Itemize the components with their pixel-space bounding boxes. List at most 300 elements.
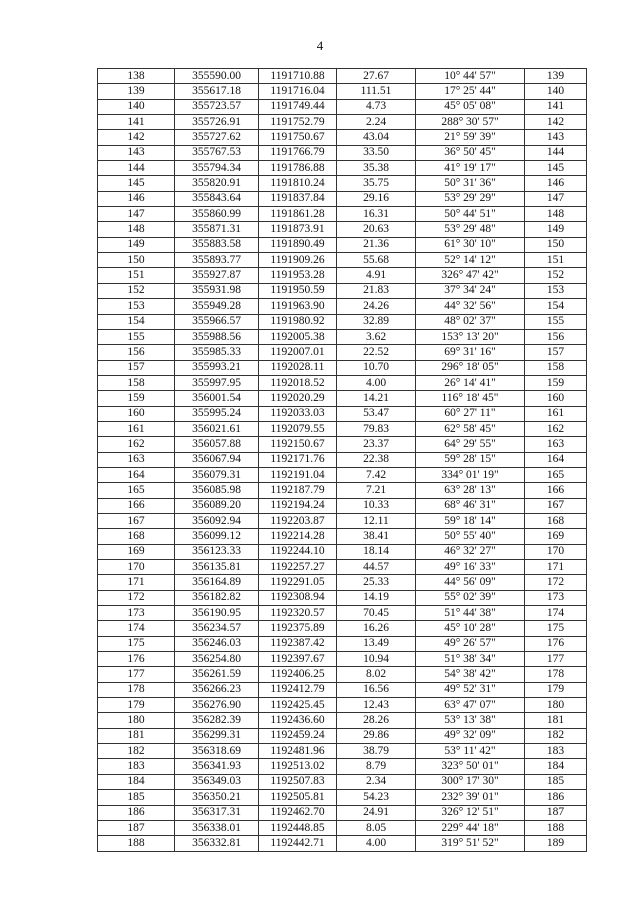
x-coordinate-cell: 356350.21 — [175, 790, 259, 805]
point-number-cell: 185 — [98, 790, 175, 805]
distance-cell: 10.70 — [337, 360, 416, 375]
point-number-cell: 141 — [98, 115, 175, 130]
table-row — [98, 805, 587, 820]
distance-cell: 21.36 — [337, 237, 416, 252]
table-row — [98, 145, 587, 160]
y-coordinate-cell: 1192387.42 — [259, 636, 337, 651]
table-row — [98, 513, 587, 528]
table-row — [98, 391, 587, 406]
next-point-cell: 188 — [525, 820, 587, 835]
table-row — [98, 467, 587, 482]
y-coordinate-cell: 1191873.91 — [259, 222, 337, 237]
point-number-cell: 170 — [98, 560, 175, 575]
x-coordinate-cell: 356317.31 — [175, 805, 259, 820]
distance-cell: 25.33 — [337, 575, 416, 590]
bearing-cell: 69° 31' 16" — [416, 345, 525, 360]
distance-cell: 35.38 — [337, 161, 416, 176]
bearing-cell: 26° 14' 41" — [416, 375, 525, 390]
x-coordinate-cell: 356001.54 — [175, 391, 259, 406]
table-row — [98, 299, 587, 314]
distance-cell: 27.67 — [337, 69, 416, 84]
x-coordinate-cell: 355617.18 — [175, 84, 259, 99]
distance-cell: 55.68 — [337, 253, 416, 268]
bearing-cell: 44° 32' 56" — [416, 299, 525, 314]
y-coordinate-cell: 1191750.67 — [259, 130, 337, 145]
x-coordinate-cell: 355883.58 — [175, 237, 259, 252]
point-number-cell: 172 — [98, 590, 175, 605]
point-number-cell: 151 — [98, 268, 175, 283]
x-coordinate-cell: 356190.95 — [175, 606, 259, 621]
distance-cell: 8.02 — [337, 667, 416, 682]
x-coordinate-cell: 356123.33 — [175, 544, 259, 559]
point-number-cell: 183 — [98, 759, 175, 774]
next-point-cell: 178 — [525, 667, 587, 682]
next-point-cell: 163 — [525, 437, 587, 452]
y-coordinate-cell: 1191890.49 — [259, 237, 337, 252]
x-coordinate-cell: 355871.31 — [175, 222, 259, 237]
x-coordinate-cell: 355988.56 — [175, 329, 259, 344]
x-coordinate-cell: 355794.34 — [175, 161, 259, 176]
next-point-cell: 141 — [525, 99, 587, 114]
y-coordinate-cell: 1191909.26 — [259, 253, 337, 268]
next-point-cell: 145 — [525, 161, 587, 176]
bearing-cell: 326° 12' 51" — [416, 805, 525, 820]
distance-cell: 79.83 — [337, 421, 416, 436]
bearing-cell: 37° 34' 24" — [416, 283, 525, 298]
x-coordinate-cell: 356318.69 — [175, 744, 259, 759]
distance-cell: 24.91 — [337, 805, 416, 820]
y-coordinate-cell: 1192187.79 — [259, 483, 337, 498]
x-coordinate-cell: 356349.03 — [175, 774, 259, 789]
bearing-cell: 49° 26' 57" — [416, 636, 525, 651]
x-coordinate-cell: 356276.90 — [175, 698, 259, 713]
x-coordinate-cell: 355727.62 — [175, 130, 259, 145]
table-row — [98, 115, 587, 130]
point-number-cell: 163 — [98, 452, 175, 467]
table-row — [98, 176, 587, 191]
x-coordinate-cell: 356234.57 — [175, 621, 259, 636]
bearing-cell: 53° 29' 29" — [416, 191, 525, 206]
bearing-cell: 64° 29' 55" — [416, 437, 525, 452]
table-row — [98, 222, 587, 237]
bearing-cell: 50° 31' 36" — [416, 176, 525, 191]
x-coordinate-cell: 356135.81 — [175, 560, 259, 575]
page-number: 4 — [316, 38, 324, 53]
table-row — [98, 253, 587, 268]
bearing-cell: 300° 17' 30" — [416, 774, 525, 789]
x-coordinate-cell: 355843.64 — [175, 191, 259, 206]
distance-cell: 12.11 — [337, 513, 416, 528]
point-number-cell: 173 — [98, 606, 175, 621]
next-point-cell: 175 — [525, 621, 587, 636]
table-row — [98, 99, 587, 114]
y-coordinate-cell: 1192028.11 — [259, 360, 337, 375]
next-point-cell: 173 — [525, 590, 587, 605]
bearing-cell: 53° 11' 42" — [416, 744, 525, 759]
distance-cell: 8.79 — [337, 759, 416, 774]
point-number-cell: 148 — [98, 222, 175, 237]
point-number-cell: 178 — [98, 682, 175, 697]
y-coordinate-cell: 1191953.28 — [259, 268, 337, 283]
x-coordinate-cell: 356266.23 — [175, 682, 259, 697]
x-coordinate-cell: 356067.94 — [175, 452, 259, 467]
distance-cell: 38.41 — [337, 529, 416, 544]
distance-cell: 14.19 — [337, 590, 416, 605]
next-point-cell: 153 — [525, 283, 587, 298]
y-coordinate-cell: 1192425.45 — [259, 698, 337, 713]
bearing-cell: 319° 51' 52" — [416, 836, 525, 851]
bearing-cell: 50° 55' 40" — [416, 529, 525, 544]
next-point-cell: 184 — [525, 759, 587, 774]
distance-cell: 24.26 — [337, 299, 416, 314]
y-coordinate-cell: 1191786.88 — [259, 161, 337, 176]
point-number-cell: 157 — [98, 360, 175, 375]
y-coordinate-cell: 1192150.67 — [259, 437, 337, 452]
next-point-cell: 189 — [525, 836, 587, 851]
table-row — [98, 437, 587, 452]
bearing-cell: 334° 01' 19" — [416, 467, 525, 482]
distance-cell: 7.42 — [337, 467, 416, 482]
point-number-cell: 167 — [98, 513, 175, 528]
bearing-cell: 53° 13' 38" — [416, 713, 525, 728]
x-coordinate-cell: 355949.28 — [175, 299, 259, 314]
distance-cell: 16.31 — [337, 207, 416, 222]
y-coordinate-cell: 1192462.70 — [259, 805, 337, 820]
distance-cell: 3.62 — [337, 329, 416, 344]
next-point-cell: 154 — [525, 299, 587, 314]
point-number-cell: 180 — [98, 713, 175, 728]
table-row — [98, 483, 587, 498]
distance-cell: 10.33 — [337, 498, 416, 513]
y-coordinate-cell: 1192406.25 — [259, 667, 337, 682]
point-number-cell: 164 — [98, 467, 175, 482]
distance-cell: 54.23 — [337, 790, 416, 805]
point-number-cell: 158 — [98, 375, 175, 390]
bearing-cell: 62° 58' 45" — [416, 421, 525, 436]
next-point-cell: 171 — [525, 560, 587, 575]
distance-cell: 22.52 — [337, 345, 416, 360]
table-row — [98, 84, 587, 99]
distance-cell: 4.00 — [337, 836, 416, 851]
table-row — [98, 498, 587, 513]
y-coordinate-cell: 1192442.71 — [259, 836, 337, 851]
table-row — [98, 667, 587, 682]
next-point-cell: 151 — [525, 253, 587, 268]
y-coordinate-cell: 1192005.38 — [259, 329, 337, 344]
point-number-cell: 146 — [98, 191, 175, 206]
bearing-cell: 68° 46' 31" — [416, 498, 525, 513]
bearing-cell: 53° 29' 48" — [416, 222, 525, 237]
x-coordinate-cell: 356338.01 — [175, 820, 259, 835]
table-row — [98, 452, 587, 467]
distance-cell: 18.14 — [337, 544, 416, 559]
distance-cell: 16.26 — [337, 621, 416, 636]
table-row — [98, 345, 587, 360]
bearing-cell: 59° 28' 15" — [416, 452, 525, 467]
y-coordinate-cell: 1191716.04 — [259, 84, 337, 99]
distance-cell: 23.37 — [337, 437, 416, 452]
x-coordinate-cell: 355993.21 — [175, 360, 259, 375]
table-row — [98, 560, 587, 575]
next-point-cell: 156 — [525, 329, 587, 344]
bearing-cell: 55° 02' 39" — [416, 590, 525, 605]
x-coordinate-cell: 355966.57 — [175, 314, 259, 329]
point-number-cell: 186 — [98, 805, 175, 820]
distance-cell: 4.00 — [337, 375, 416, 390]
next-point-cell: 168 — [525, 513, 587, 528]
table-row — [98, 237, 587, 252]
point-number-cell: 149 — [98, 237, 175, 252]
y-coordinate-cell: 1191766.79 — [259, 145, 337, 160]
next-point-cell: 185 — [525, 774, 587, 789]
y-coordinate-cell: 1191861.28 — [259, 207, 337, 222]
y-coordinate-cell: 1192291.05 — [259, 575, 337, 590]
bearing-cell: 21° 59' 39" — [416, 130, 525, 145]
table-row — [98, 268, 587, 283]
y-coordinate-cell: 1192079.55 — [259, 421, 337, 436]
y-coordinate-cell: 1192308.94 — [259, 590, 337, 605]
next-point-cell: 172 — [525, 575, 587, 590]
table-row — [98, 836, 587, 851]
x-coordinate-cell: 355995.24 — [175, 406, 259, 421]
table-row — [98, 191, 587, 206]
distance-cell: 2.24 — [337, 115, 416, 130]
point-number-cell: 182 — [98, 744, 175, 759]
bearing-cell: 10° 44' 57" — [416, 69, 525, 84]
distance-cell: 10.94 — [337, 652, 416, 667]
distance-cell: 111.51 — [337, 84, 416, 99]
point-number-cell: 188 — [98, 836, 175, 851]
next-point-cell: 140 — [525, 84, 587, 99]
bearing-cell: 60° 27' 11" — [416, 406, 525, 421]
point-number-cell: 144 — [98, 161, 175, 176]
y-coordinate-cell: 1192257.27 — [259, 560, 337, 575]
coordinates-table-body — [98, 69, 587, 852]
table-row — [98, 820, 587, 835]
table-row — [98, 698, 587, 713]
next-point-cell: 144 — [525, 145, 587, 160]
bearing-cell: 45° 05' 08" — [416, 99, 525, 114]
y-coordinate-cell: 1192448.85 — [259, 820, 337, 835]
y-coordinate-cell: 1192007.01 — [259, 345, 337, 360]
table-row — [98, 744, 587, 759]
table-row — [98, 283, 587, 298]
x-coordinate-cell: 356246.03 — [175, 636, 259, 651]
bearing-cell: 41° 19' 17" — [416, 161, 525, 176]
distance-cell: 35.75 — [337, 176, 416, 191]
distance-cell: 22.38 — [337, 452, 416, 467]
bearing-cell: 54° 38' 42" — [416, 667, 525, 682]
point-number-cell: 184 — [98, 774, 175, 789]
y-coordinate-cell: 1192244.10 — [259, 544, 337, 559]
x-coordinate-cell: 356341.93 — [175, 759, 259, 774]
bearing-cell: 323° 50' 01" — [416, 759, 525, 774]
y-coordinate-cell: 1192436.60 — [259, 713, 337, 728]
x-coordinate-cell: 356099.12 — [175, 529, 259, 544]
bearing-cell: 296° 18' 05" — [416, 360, 525, 375]
coordinates-table — [97, 68, 587, 852]
bearing-cell: 326° 47' 42" — [416, 268, 525, 283]
table-row — [98, 621, 587, 636]
table-row — [98, 590, 587, 605]
bearing-cell: 153° 13' 20" — [416, 329, 525, 344]
x-coordinate-cell: 355820.91 — [175, 176, 259, 191]
table-row — [98, 406, 587, 421]
y-coordinate-cell: 1192020.29 — [259, 391, 337, 406]
next-point-cell: 181 — [525, 713, 587, 728]
y-coordinate-cell: 1192507.83 — [259, 774, 337, 789]
table-row — [98, 713, 587, 728]
y-coordinate-cell: 1192203.87 — [259, 513, 337, 528]
next-point-cell: 167 — [525, 498, 587, 513]
point-number-cell: 145 — [98, 176, 175, 191]
table-row — [98, 161, 587, 176]
y-coordinate-cell: 1192397.67 — [259, 652, 337, 667]
table-row — [98, 130, 587, 145]
x-coordinate-cell: 356092.94 — [175, 513, 259, 528]
distance-cell: 12.43 — [337, 698, 416, 713]
distance-cell: 4.73 — [337, 99, 416, 114]
y-coordinate-cell: 1191950.59 — [259, 283, 337, 298]
bearing-cell: 46° 32' 27" — [416, 544, 525, 559]
y-coordinate-cell: 1191963.90 — [259, 299, 337, 314]
next-point-cell: 155 — [525, 314, 587, 329]
table-row — [98, 606, 587, 621]
y-coordinate-cell: 1192505.81 — [259, 790, 337, 805]
point-number-cell: 152 — [98, 283, 175, 298]
bearing-cell: 49° 52' 31" — [416, 682, 525, 697]
bearing-cell: 49° 16' 33" — [416, 560, 525, 575]
table-row — [98, 759, 587, 774]
next-point-cell: 183 — [525, 744, 587, 759]
y-coordinate-cell: 1192171.76 — [259, 452, 337, 467]
point-number-cell: 171 — [98, 575, 175, 590]
distance-cell: 21.83 — [337, 283, 416, 298]
y-coordinate-cell: 1192513.02 — [259, 759, 337, 774]
next-point-cell: 142 — [525, 115, 587, 130]
distance-cell: 14.21 — [337, 391, 416, 406]
table-row — [98, 529, 587, 544]
bearing-cell: 51° 44' 38" — [416, 606, 525, 621]
next-point-cell: 182 — [525, 728, 587, 743]
bearing-cell: 63° 28' 13" — [416, 483, 525, 498]
distance-cell: 28.26 — [337, 713, 416, 728]
bearing-cell: 51° 38' 34" — [416, 652, 525, 667]
next-point-cell: 187 — [525, 805, 587, 820]
x-coordinate-cell: 355893.77 — [175, 253, 259, 268]
bearing-cell: 48° 02' 37" — [416, 314, 525, 329]
bearing-cell: 116° 18' 45" — [416, 391, 525, 406]
x-coordinate-cell: 355997.95 — [175, 375, 259, 390]
bearing-cell: 17° 25' 44" — [416, 84, 525, 99]
x-coordinate-cell: 356299.31 — [175, 728, 259, 743]
x-coordinate-cell: 356332.81 — [175, 836, 259, 851]
point-number-cell: 179 — [98, 698, 175, 713]
point-number-cell: 160 — [98, 406, 175, 421]
point-number-cell: 139 — [98, 84, 175, 99]
next-point-cell: 176 — [525, 636, 587, 651]
table-row — [98, 314, 587, 329]
bearing-cell: 232° 39' 01" — [416, 790, 525, 805]
bearing-cell: 61° 30' 10" — [416, 237, 525, 252]
table-row — [98, 207, 587, 222]
point-number-cell: 165 — [98, 483, 175, 498]
point-number-cell: 159 — [98, 391, 175, 406]
distance-cell: 4.91 — [337, 268, 416, 283]
next-point-cell: 149 — [525, 222, 587, 237]
x-coordinate-cell: 355931.98 — [175, 283, 259, 298]
x-coordinate-cell: 355590.00 — [175, 69, 259, 84]
y-coordinate-cell: 1192375.89 — [259, 621, 337, 636]
x-coordinate-cell: 356182.82 — [175, 590, 259, 605]
point-number-cell: 168 — [98, 529, 175, 544]
point-number-cell: 169 — [98, 544, 175, 559]
x-coordinate-cell: 356164.89 — [175, 575, 259, 590]
y-coordinate-cell: 1191752.79 — [259, 115, 337, 130]
next-point-cell: 146 — [525, 176, 587, 191]
x-coordinate-cell: 356057.88 — [175, 437, 259, 452]
bearing-cell: 44° 56' 09" — [416, 575, 525, 590]
x-coordinate-cell: 355723.57 — [175, 99, 259, 114]
x-coordinate-cell: 355767.53 — [175, 145, 259, 160]
x-coordinate-cell: 356282.39 — [175, 713, 259, 728]
table-row — [98, 728, 587, 743]
point-number-cell: 162 — [98, 437, 175, 452]
y-coordinate-cell: 1191837.84 — [259, 191, 337, 206]
y-coordinate-cell: 1191749.44 — [259, 99, 337, 114]
next-point-cell: 166 — [525, 483, 587, 498]
y-coordinate-cell: 1192320.57 — [259, 606, 337, 621]
table-row — [98, 421, 587, 436]
next-point-cell: 164 — [525, 452, 587, 467]
next-point-cell: 139 — [525, 69, 587, 84]
bearing-cell: 229° 44' 18" — [416, 820, 525, 835]
table-row — [98, 636, 587, 651]
point-number-cell: 181 — [98, 728, 175, 743]
point-number-cell: 161 — [98, 421, 175, 436]
x-coordinate-cell: 356079.31 — [175, 467, 259, 482]
distance-cell: 7.21 — [337, 483, 416, 498]
y-coordinate-cell: 1192194.24 — [259, 498, 337, 513]
y-coordinate-cell: 1192481.96 — [259, 744, 337, 759]
y-coordinate-cell: 1192214.28 — [259, 529, 337, 544]
bearing-cell: 36° 50' 45" — [416, 145, 525, 160]
next-point-cell: 170 — [525, 544, 587, 559]
next-point-cell: 143 — [525, 130, 587, 145]
x-coordinate-cell: 356254.80 — [175, 652, 259, 667]
next-point-cell: 147 — [525, 191, 587, 206]
y-coordinate-cell: 1192033.03 — [259, 406, 337, 421]
next-point-cell: 152 — [525, 268, 587, 283]
distance-cell: 70.45 — [337, 606, 416, 621]
bearing-cell: 59° 18' 14" — [416, 513, 525, 528]
next-point-cell: 150 — [525, 237, 587, 252]
table-row — [98, 575, 587, 590]
next-point-cell: 148 — [525, 207, 587, 222]
table-row — [98, 774, 587, 789]
x-coordinate-cell: 355985.33 — [175, 345, 259, 360]
x-coordinate-cell: 356089.20 — [175, 498, 259, 513]
bearing-cell: 52° 14' 12" — [416, 253, 525, 268]
bearing-cell: 50° 44' 51" — [416, 207, 525, 222]
point-number-cell: 140 — [98, 99, 175, 114]
next-point-cell: 160 — [525, 391, 587, 406]
point-number-cell: 143 — [98, 145, 175, 160]
y-coordinate-cell: 1191810.24 — [259, 176, 337, 191]
point-number-cell: 166 — [98, 498, 175, 513]
next-point-cell: 162 — [525, 421, 587, 436]
x-coordinate-cell: 356021.61 — [175, 421, 259, 436]
